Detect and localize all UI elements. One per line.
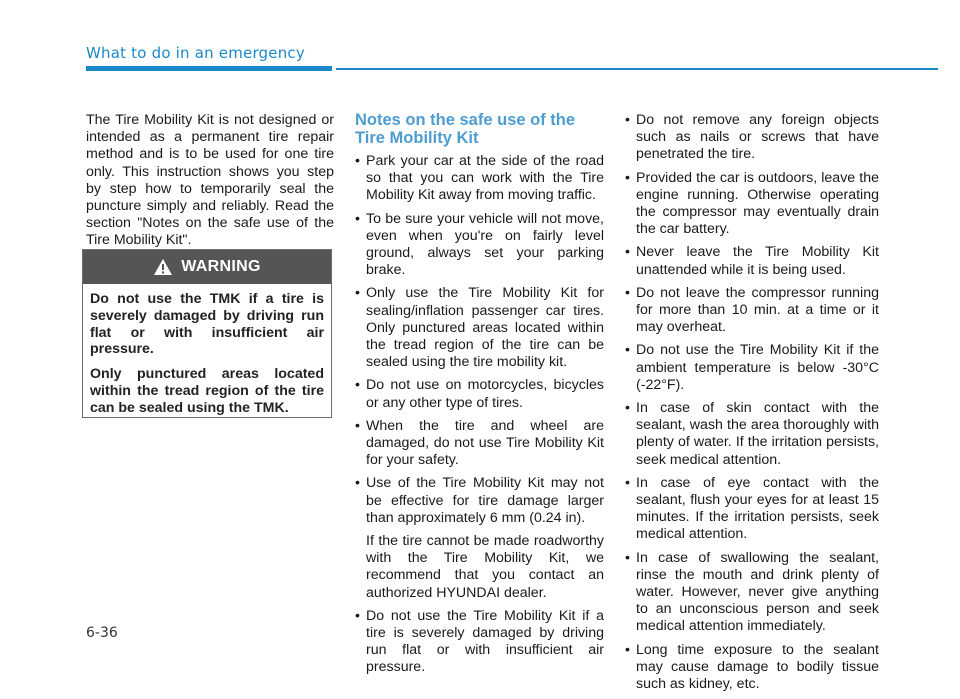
notes-list <box>355 153 604 677</box>
header-rule-thick <box>86 66 332 71</box>
bullet-icon: • <box>625 244 630 261</box>
list-item <box>625 550 879 636</box>
column-middle <box>355 111 604 683</box>
bullet-icon: • <box>355 607 360 624</box>
bullet-icon: • <box>355 417 360 434</box>
list-item <box>625 244 879 278</box>
warning-body <box>83 284 331 417</box>
list-item-text: In case of swallowing the sealant, rinse the mouth and drink plenty of water. However, never give anything to an unconscious person and seek medical attention immediately. <box>636 549 879 635</box>
list-item <box>355 153 604 205</box>
list-item <box>625 170 879 239</box>
bullet-icon: • <box>355 377 360 394</box>
bullet-icon: • <box>355 210 360 227</box>
list-item-text: Never leave the Tire Mobility Kit unattended while it is being used. <box>636 244 879 278</box>
bullet-icon: • <box>355 153 360 169</box>
notes-list-continued <box>625 112 879 693</box>
bullet-icon: • <box>625 641 630 658</box>
warning-box <box>82 249 332 418</box>
intro-paragraph: The Tire Mobility Kit is not designed or intended as a permanent tire repair method and is to be used for one tire only. This instruction shows you step by step how to temporarily seal the puncture simply and reliably. Read the section "Notes on the safe use of the Tire Mobility Kit". <box>86 112 334 249</box>
list-item <box>355 211 604 280</box>
list-item <box>625 475 879 544</box>
list-item-text: Do not remove any foreign objects such as nails or screws that have penetrated the tire. <box>636 112 879 163</box>
list-item <box>355 418 604 470</box>
list-item-text: Park your car at the side of the road so that you can work with the Tire Mobility Kit away from moving traffic. <box>366 153 604 204</box>
bullet-icon: • <box>625 400 630 417</box>
warning-triangle-icon <box>153 258 173 276</box>
list-item-text: In case of eye contact with the sealant, flush your eyes for at least 15 minutes. If the irritation persists, seek medical attention. <box>636 474 879 543</box>
list-item-text: Do not leave the compressor running for more than 10 min. at a time or it may overheat. <box>636 284 879 336</box>
list-item <box>625 342 879 394</box>
bullet-icon: • <box>625 474 630 491</box>
list-item-text: Do not use the Tire Mobility Kit if the ambient temperature is below -30°C (-22°F). <box>636 342 879 393</box>
list-item-text: Do not use the Tire Mobility Kit if a tire is severely damaged by driving run flat or with insufficient air pressure. <box>366 607 604 676</box>
list-item <box>355 377 604 411</box>
bullet-icon: • <box>625 549 630 566</box>
list-item-note: If the tire cannot be made roadworthy with the Tire Mobility Kit, we recommend that you contact an authorized HYUNDAI dealer. <box>366 533 604 601</box>
list-item <box>625 285 879 337</box>
list-item-text: Provided the car is outdoors, leave the engine running. Otherwise operating the compressor may eventually drain the car battery. <box>636 169 879 238</box>
list-item-text: Do not use on motorcycles, bicycles or any other type of tires. <box>366 377 604 411</box>
list-item-text: Use of the Tire Mobility Kit may not be effective for tire damage larger than approximately 6 mm (0.24 in). <box>366 475 604 526</box>
list-item <box>355 285 604 371</box>
column-right <box>625 112 879 699</box>
bullet-icon: • <box>355 285 360 302</box>
list-item <box>355 608 604 677</box>
column-left <box>86 112 334 250</box>
bullet-icon: • <box>625 284 630 301</box>
list-item <box>355 475 604 601</box>
bullet-icon: • <box>625 342 630 359</box>
header-rule-thin <box>336 68 938 70</box>
warning-paragraph: Only punctured areas located within the tread region of the tire can be sealed using the TMK. <box>90 366 324 416</box>
notes-heading: Notes on the safe use of the Tire Mobility Kit <box>355 111 576 147</box>
list-item <box>625 400 879 469</box>
warning-title: WARNING <box>181 258 261 275</box>
bullet-icon: • <box>625 169 630 186</box>
list-item <box>625 642 879 694</box>
section-title: What to do in an emergency <box>86 44 305 62</box>
list-item <box>625 112 879 164</box>
list-item-text: When the tire and wheel are damaged, do not use Tire Mobility Kit for your safety. <box>366 417 604 469</box>
warning-header <box>83 250 331 284</box>
page-number: 6-36 <box>86 625 118 641</box>
list-item-text: In case of skin contact with the sealant, wash the area thoroughly with plenty of water. If the irritation persists, seek medical attention. <box>636 400 879 468</box>
list-item-text: Long time exposure to the sealant may cause damage to bodily tissue such as kidney, etc. <box>636 641 879 693</box>
bullet-icon: • <box>625 112 630 128</box>
list-item-text: Only use the Tire Mobility Kit for sealing/inflation passenger car tires. Only punctured areas located within the tread region of the tire can be sealed using the tire mobility kit. <box>366 285 604 371</box>
list-item-text: To be sure your vehicle will not move, even when you're on fairly level ground, always set your parking brake. <box>366 210 604 279</box>
warning-paragraph: Do not use the TMK if a tire is severely damaged by driving run flat or with insufficient air pressure. <box>90 291 324 358</box>
bullet-icon: • <box>355 475 360 492</box>
